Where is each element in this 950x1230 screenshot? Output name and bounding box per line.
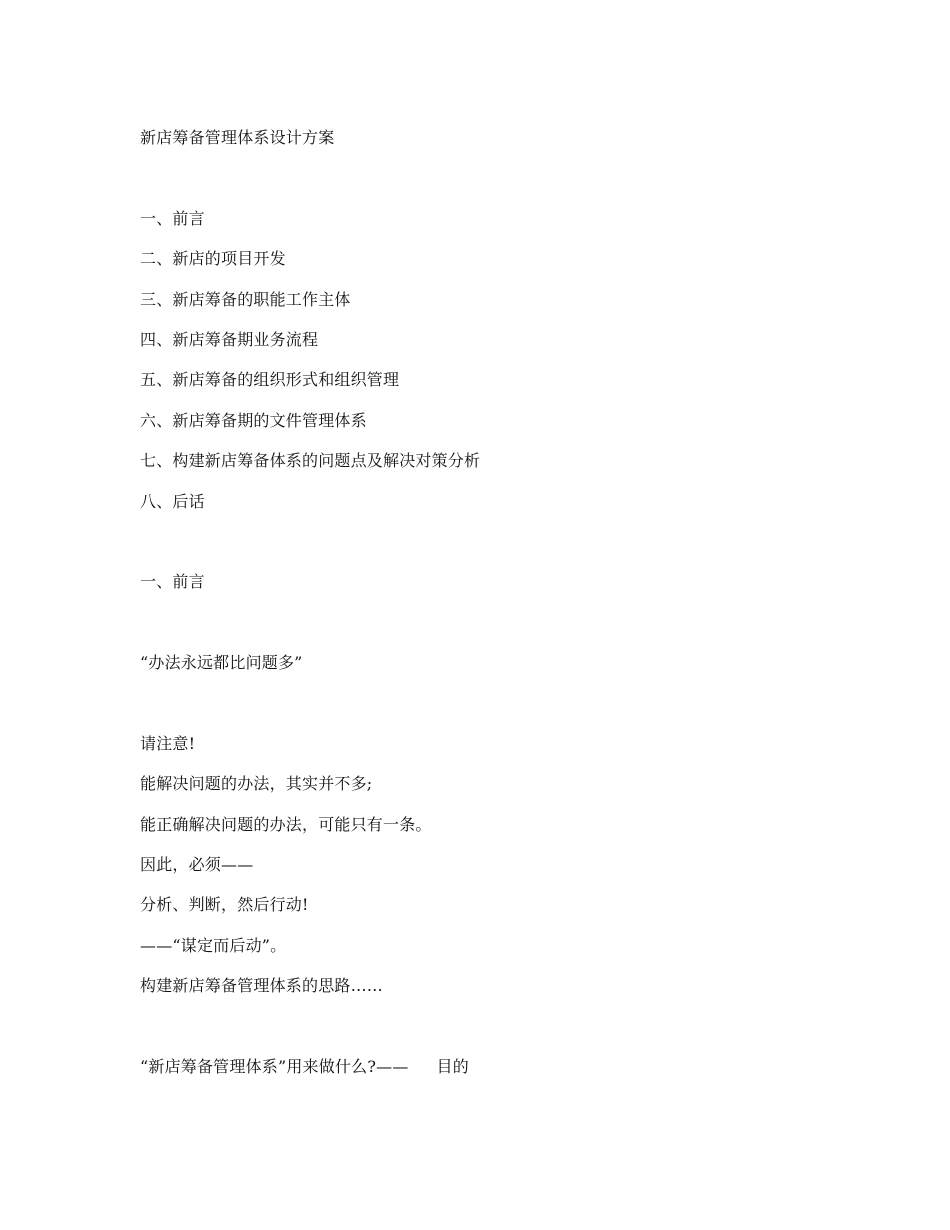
purpose-answer: 目的 [436,1057,469,1076]
paragraph-line: 构建新店筹备管理体系的思路…… [140,976,384,995]
toc-item-organization: 五、新店筹备的组织形式和组织管理 [140,370,400,389]
section-heading: 一、前言 [140,572,205,591]
document-page [140,0,820,1230]
toc-item-problems-solutions: 七、构建新店筹备体系的问题点及解决对策分析 [140,451,481,470]
paragraph-line: 请注意! [140,734,196,753]
document-title: 新店筹备管理体系设计方案 [140,128,335,147]
toc-item-preface: 一、前言 [140,209,205,228]
toc-item-document-management: 六、新店筹备期的文件管理体系 [140,411,367,430]
toc-item-afterword: 八、后话 [140,492,205,511]
paragraph-line: ——“谋定而后动”。 [140,936,287,955]
quote-text: “办法永远都比问题多” [140,653,303,672]
purpose-question: “新店筹备管理体系”用来做什么?—— [140,1057,409,1076]
paragraph-line: 因此，必须—— [140,855,254,874]
toc-item-business-process: 四、新店筹备期业务流程 [140,330,319,349]
toc-item-functional-subjects: 三、新店筹备的职能工作主体 [140,290,351,309]
paragraph-line: 分析、判断，然后行动! [140,895,309,914]
purpose-question-line [140,1056,469,1078]
paragraph-line: 能解决问题的办法，其实并不多; [140,774,373,793]
toc-item-project-development: 二、新店的项目开发 [140,249,286,268]
paragraph-line: 能正确解决问题的办法，可能只有一条。 [140,815,432,834]
